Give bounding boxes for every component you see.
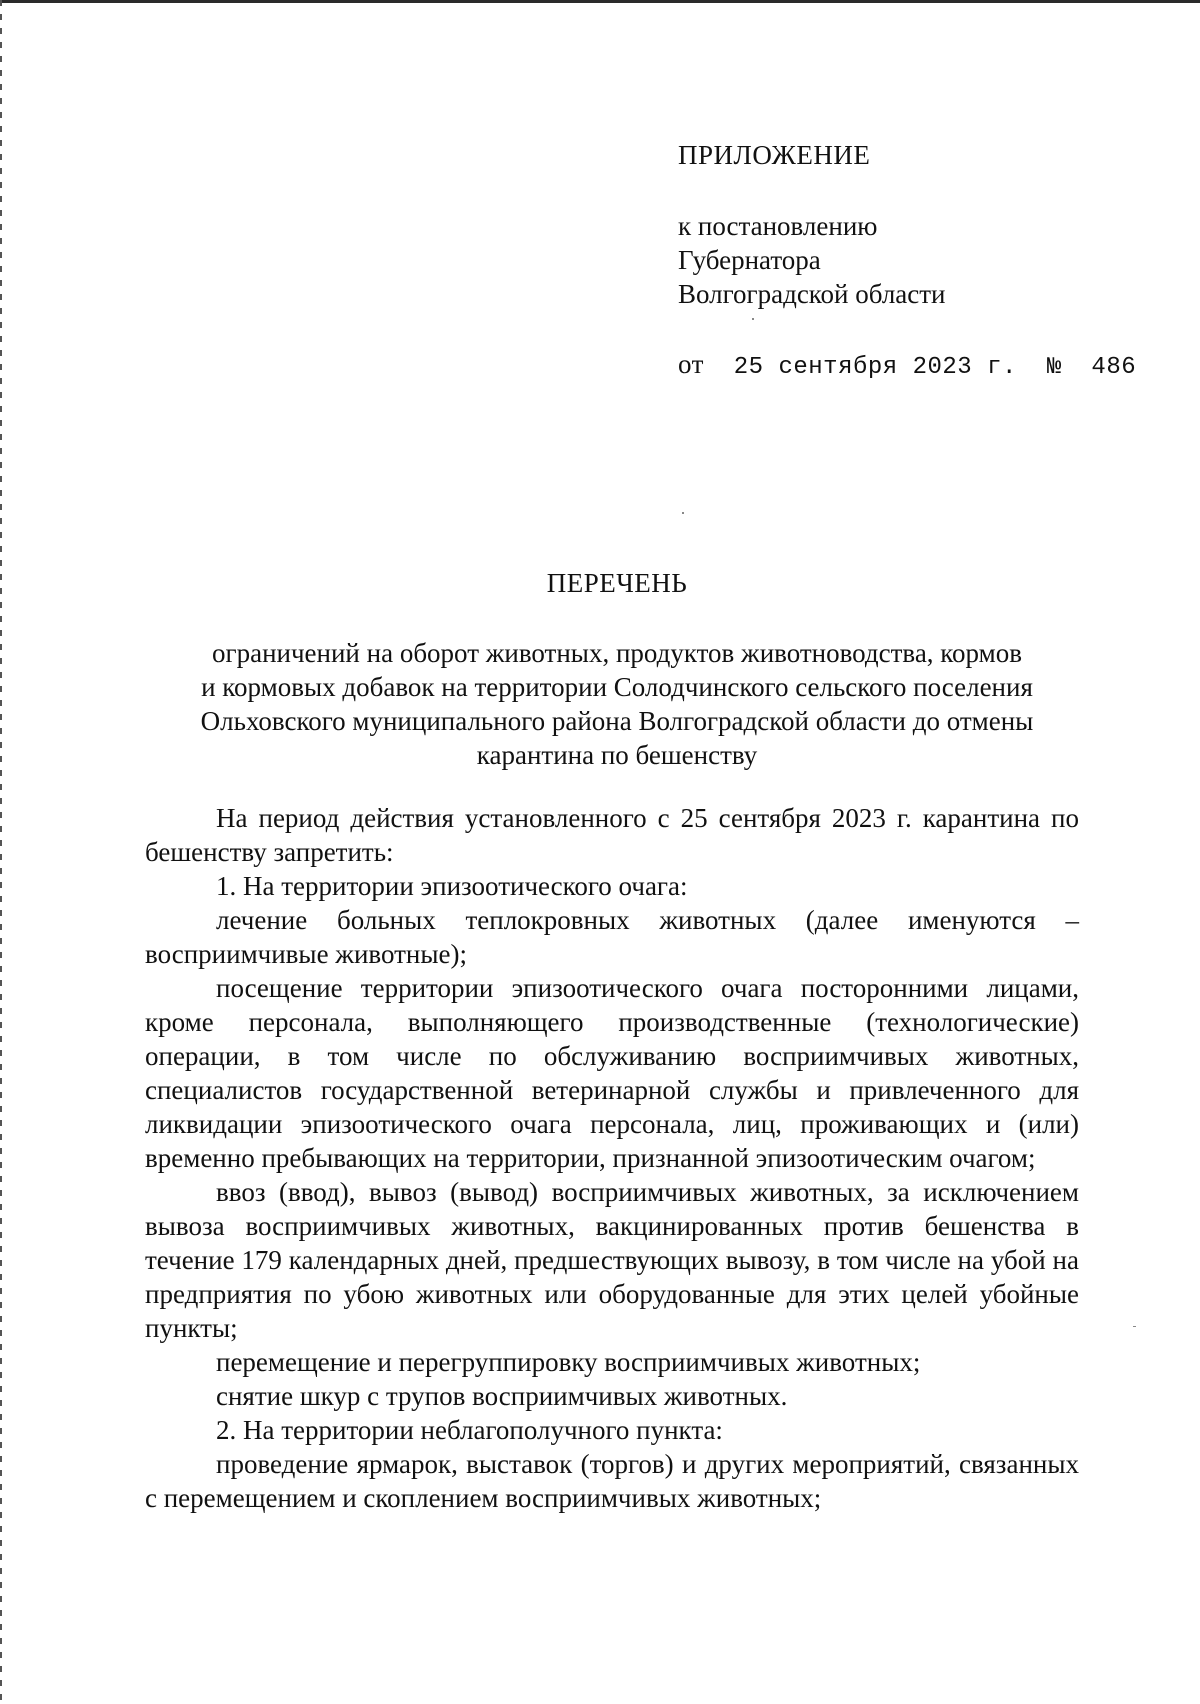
body-paragraph: проведение ярмарок, выставок (торгов) и других мероприятий, связанных с перемещением и скоплением восприимчивых животных; (145, 1449, 1079, 1513)
addressee-line: Губернатора (678, 245, 821, 275)
appendix-title: ПРИЛОЖЕНИЕ (678, 140, 871, 170)
date-number: 25 сентября 2023 г. № 486 (703, 354, 1137, 381)
addressee-line: Волгоградской области (678, 279, 946, 309)
addressee (678, 209, 1158, 311)
scan-speck (682, 512, 684, 514)
body-paragraph: посещение территории эпизоотического очага посторонними лицами, кроме персонала, выполняющего производственные (технологические) операции, в том числе по обслуживанию восприимчивых животных, специалистов государственной ветеринарной службы и привлеченного для ликвидации эпизоотического очага персонала, лиц, проживающих и (или) временно пребывающих на территории, признанной эпизоотическим очагом; (145, 973, 1079, 1173)
document-subtitle (150, 636, 1084, 772)
body-paragraph: лечение больных теплокровных животных (далее именуются – восприимчивые животные); (145, 905, 1079, 969)
subtitle-line: Ольховского муниципального района Волгоградской области до отмены (200, 706, 1034, 736)
subtitle-line: карантина по бешенству (476, 740, 758, 770)
body-paragraph: На период действия установленного с 25 сентября 2023 г. карантина по бешенству запретить: (145, 803, 1079, 867)
body-paragraph: 2. На территории неблагополучного пункта: (216, 1415, 723, 1445)
scan-speck (1133, 1326, 1136, 1327)
decree-date (678, 347, 1158, 385)
subtitle-line: ограничений на оборот животных, продуктов животноводства, кормов (212, 638, 1022, 668)
body-paragraph: ввоз (ввод), вывоз (вывод) восприимчивых животных, за исключением вывоза восприимчивых животных, вакцинированных против бешенства в течение 179 календарных дней, предшествующих вывозу, в том числе на убой на предприятия по убою животных или оборудованные для этих целей убойные пункты; (145, 1177, 1079, 1343)
subtitle-line: и кормовых добавок на территории Солодчинского сельского поселения (201, 672, 1033, 702)
appendix-block (678, 138, 1158, 385)
document-title: ПЕРЕЧЕНЬ (546, 568, 688, 598)
body-paragraph: снятие шкур с трупов восприимчивых животных. (216, 1381, 788, 1411)
scan-edge-left (0, 0, 2, 1704)
date-prefix: от (678, 349, 704, 379)
addressee-line: к постановлению (678, 211, 878, 241)
document-body (145, 801, 1079, 1515)
scan-edge-top (0, 0, 1200, 3)
body-paragraph: 1. На территории эпизоотического очага: (216, 871, 688, 901)
body-paragraph: перемещение и перегруппировку восприимчивых животных; (216, 1347, 921, 1377)
scan-speck (752, 318, 754, 320)
